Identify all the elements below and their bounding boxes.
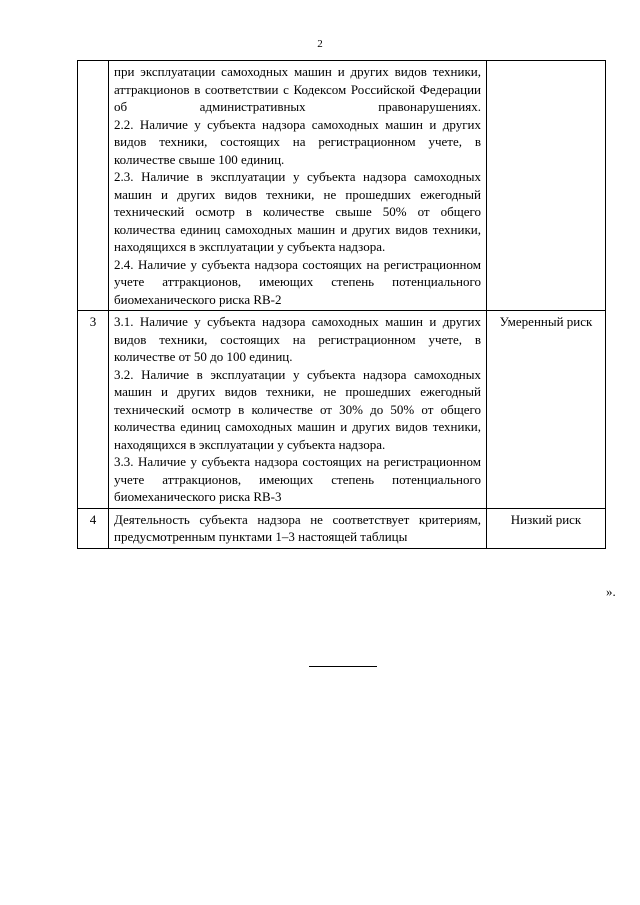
row-number: 3	[78, 311, 109, 509]
criteria-paragraph: 3.3. Наличие у субъекта надзора состоящих на регистрационном учете аттракционов, имеющих степень потенциального биомеханического риска RB-3	[114, 454, 481, 504]
criteria-cell	[109, 61, 487, 311]
criteria-paragraph: Деятельность субъекта надзора не соответствует критериям, предусмотренным пунктами 1–3 настоящей таблицы	[114, 511, 481, 544]
criteria-paragraph: 3.1. Наличие у субъекта надзора самоходных машин и других видов техники, состоящих на регистрационном учете, в количестве от 50 до 100 единиц.	[114, 314, 481, 364]
criteria-paragraph: при эксплуатации самоходных машин и других видов техники, аттракционов в соответствии с Кодексом Российской Федерации об административных правонарушениях.	[114, 64, 481, 114]
risk-category: Умеренный риск	[487, 311, 606, 509]
footer-rule	[309, 666, 377, 667]
criteria-paragraph: 2.4. Наличие у субъекта надзора состоящих на регистрационном учете аттракционов, имеющих степень потенциального биомеханического риска RB-2	[114, 256, 481, 307]
closing-quote: ».	[606, 584, 616, 599]
criteria-paragraph: 3.2. Наличие в эксплуатации у субъекта надзора самоходных машин и других видов техники, не прошедших ежегодный технический осмотр в количестве от 30% до 50% от общего количества единиц самоходных машин и других видов техники, находящихся в эксплуатации у субъекта надзора.	[114, 366, 481, 452]
risk-criteria-table	[77, 60, 606, 549]
row-number: 4	[78, 508, 109, 548]
criteria-cell	[109, 311, 487, 509]
table-row	[78, 311, 606, 509]
table-row	[78, 61, 606, 311]
page-number: 2	[317, 38, 323, 50]
table-row	[78, 508, 606, 548]
row-number	[78, 61, 109, 311]
criteria-cell	[109, 508, 487, 548]
risk-category: Низкий риск	[487, 508, 606, 548]
criteria-paragraph: 2.2. Наличие у субъекта надзора самоходных машин и других видов техники, состоящих на регистрационном учете, в количестве свыше 100 единиц.	[114, 116, 481, 167]
criteria-paragraph: 2.3. Наличие в эксплуатации у субъекта надзора самоходных машин и других видов техники, не прошедших ежегодный технический осмотр в количестве свыше 50% от общего количества единиц самоходных машин и других видов техники, находящихся в эксплуатации у субъекта надзора.	[114, 169, 481, 254]
risk-category	[487, 61, 606, 311]
